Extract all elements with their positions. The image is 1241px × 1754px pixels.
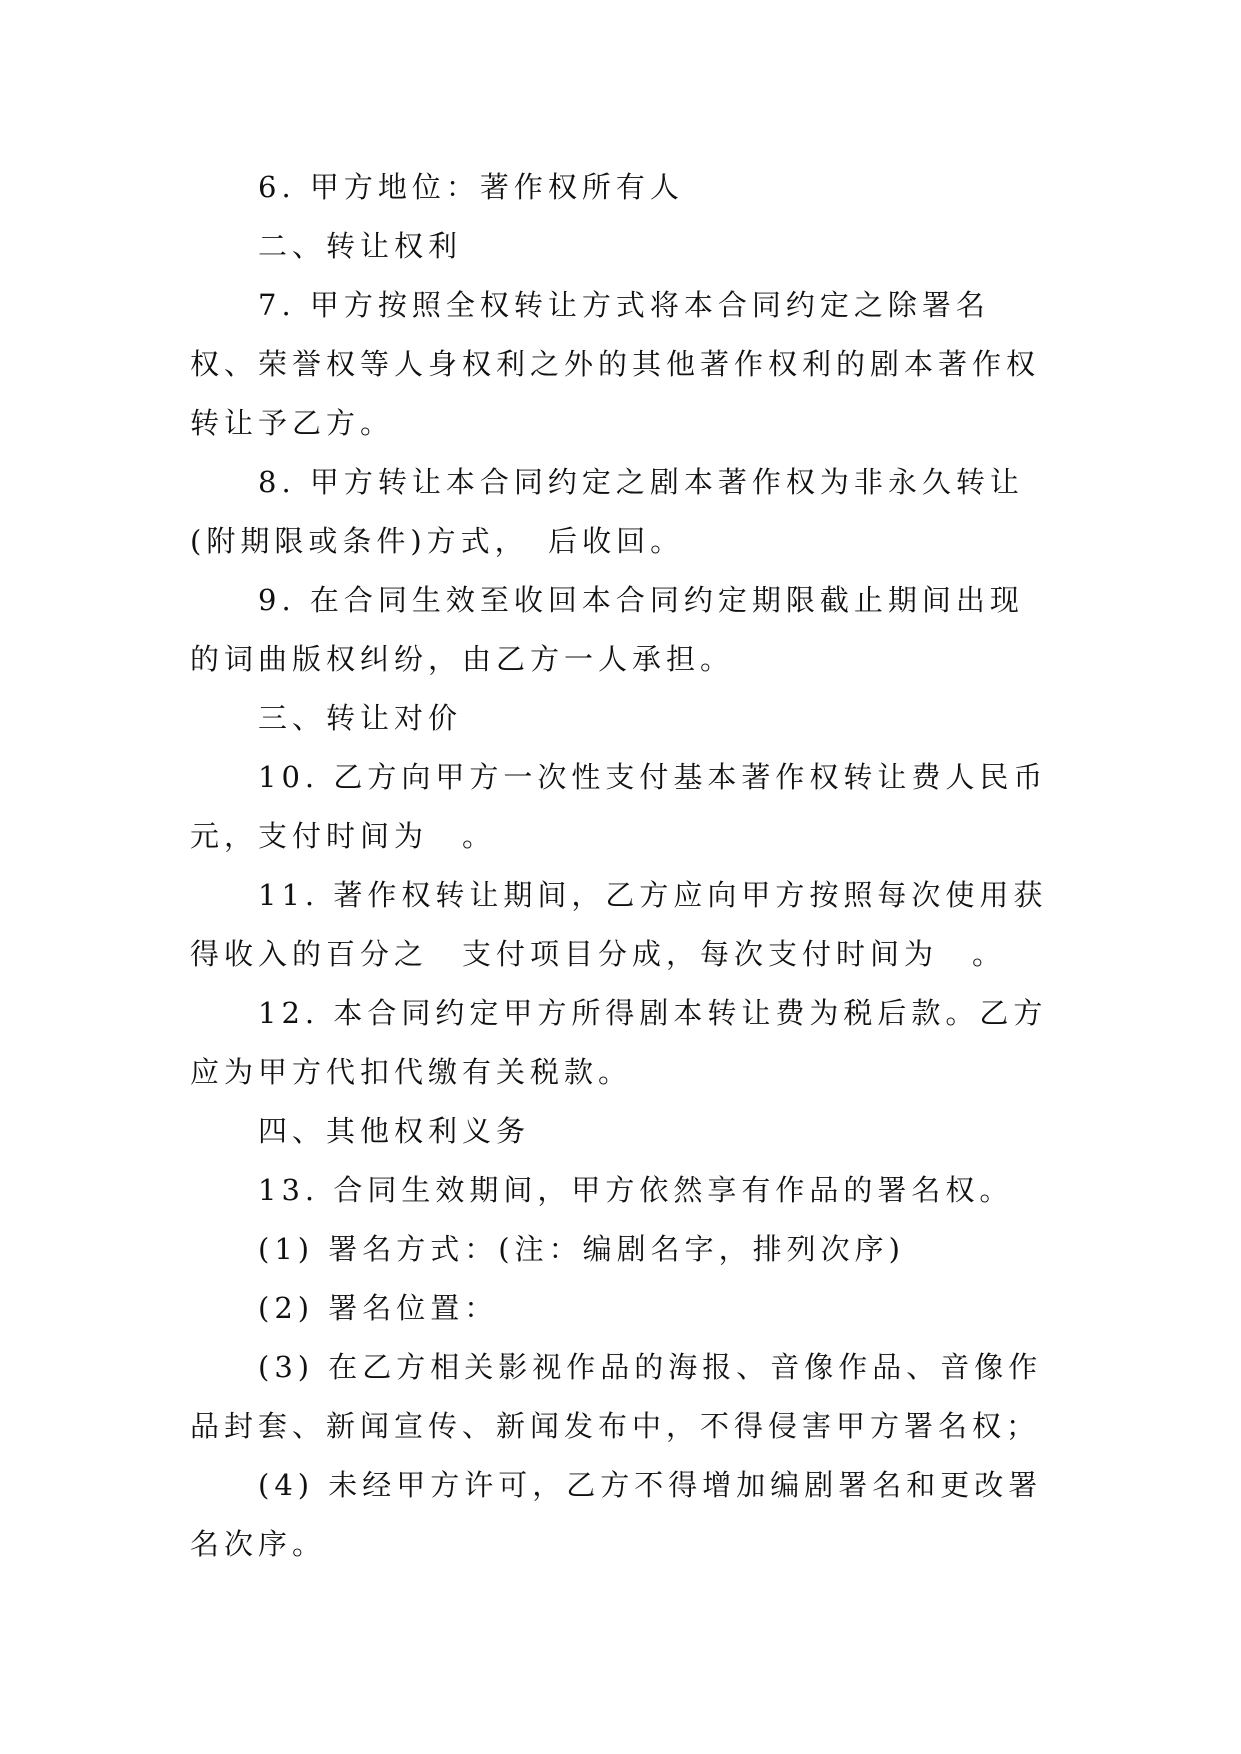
clause-13-item-1-attribution-method: (1) 署名方式：(注：编剧名字，排列次序) [258,1232,905,1266]
clause-7-full-transfer: 7. 甲方按照全权转让方式将本合同约定之除署名权、荣誉权等人身权利之外的其他著作权利的剧本著作权转让予乙方。 [190,288,1041,440]
section-heading-transfer-rights: 二、转让权利 [258,229,463,263]
clause-10-one-time-payment: 10. 乙方向甲方一次性支付基本著作权转让费人民币 元，支付时间为 。 [190,760,1082,853]
clause-11-revenue-share: 11. 著作权转让期间，乙方应向甲方按照每次使用获得收入的百分之 支付项目分成，每次支付时间为 。 [190,878,1048,971]
clause-9-copyright-disputes: 9. 在合同生效至收回本合同约定期限截止期间出现的词曲版权纠纷，由乙方一人承担。 [190,583,1024,676]
document-body [190,158,1082,1574]
clause-13-item-3-no-infringement: (3) 在乙方相关影视作品的海报、音像作品、音像作品封套、新闻宣传、新闻发布中，不得侵害甲方署名权； [190,1350,1043,1443]
clause-13-item-4-no-change: (4) 未经甲方许可，乙方不得增加编剧署名和更改署名次序。 [190,1468,1043,1561]
clause-6-party-a-status: 6. 甲方地位：著作权所有人 [258,170,684,204]
clause-8-non-permanent-transfer: 8. 甲方转让本合同约定之剧本著作权为非永久转让(附期限或条件)方式， 后收回。 [190,465,1024,558]
section-heading-consideration: 三、转让对价 [258,701,463,735]
section-heading-other-rights: 四、其他权利义务 [258,1114,531,1148]
clause-13-item-2-attribution-position: (2) 署名位置： [258,1291,499,1325]
clause-13-attribution-right: 13. 合同生效期间，甲方依然享有作品的署名权。 [258,1173,1014,1207]
clause-12-after-tax: 12. 本合同约定甲方所得剧本转让费为税后款。乙方应为甲方代扣代缴有关税款。 [190,996,1048,1089]
